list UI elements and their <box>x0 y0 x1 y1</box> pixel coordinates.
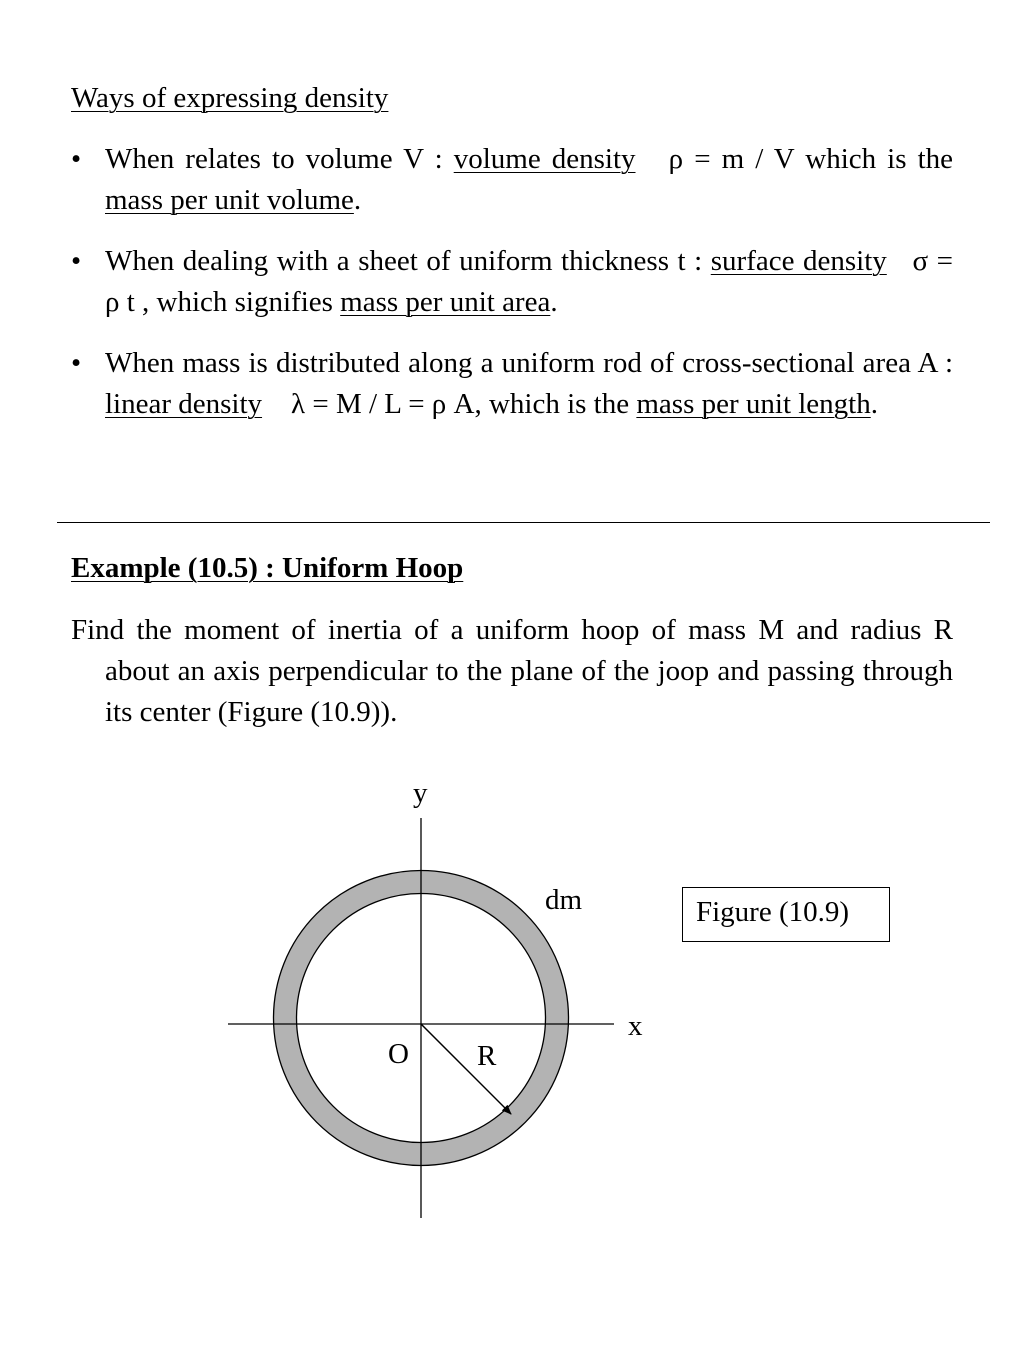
term-surface-density: surface density <box>710 245 887 277</box>
meaning-linear-density: mass per unit length <box>636 388 871 420</box>
bullet-icon: • <box>71 143 82 175</box>
bullet-icon: • <box>71 347 82 379</box>
bullet-icon: • <box>71 245 82 277</box>
radius-arrow <box>421 1024 511 1114</box>
problem-statement: Find the moment of inertia of a uniform hoop of mass M and radius R about an axis perpendicular to the plane of the joop and passing through its center (Figure (10.9)). <box>71 614 953 728</box>
figure-caption: Figure (10.9) <box>696 896 850 928</box>
bullet-prefix: When mass is distributed along a uniform rod of cross-sectional area A : <box>105 347 953 379</box>
origin-label: O <box>388 1038 409 1070</box>
formula-volume-density: ρ = m / V which is the <box>668 143 953 175</box>
example-title: Example (10.5) : Uniform Hoop <box>71 552 464 584</box>
bullet-end: . <box>550 286 558 318</box>
bullet-prefix: When dealing with a sheet of uniform thickness t : <box>105 245 711 277</box>
formula-surface-density: σ = ρ t , which signifies <box>105 245 953 318</box>
section-heading: Ways of expressing density <box>71 82 389 114</box>
bullet-prefix: When relates to volume V : <box>105 143 454 175</box>
mass-element-label: dm <box>545 884 583 916</box>
meaning-volume-density: mass per unit volume <box>105 184 354 216</box>
term-linear-density: linear density <box>105 388 263 420</box>
bullet-end: . <box>353 184 362 216</box>
x-axis-label: x <box>628 1010 643 1042</box>
formula-linear-density: λ = M / L = ρ A, which is the <box>291 388 630 420</box>
bullet-end: . <box>870 388 878 420</box>
radius-label: R <box>477 1040 497 1072</box>
term-volume-density: volume density <box>453 143 636 175</box>
meaning-surface-density: mass per unit area <box>340 286 551 318</box>
y-axis-label: y <box>413 777 428 809</box>
